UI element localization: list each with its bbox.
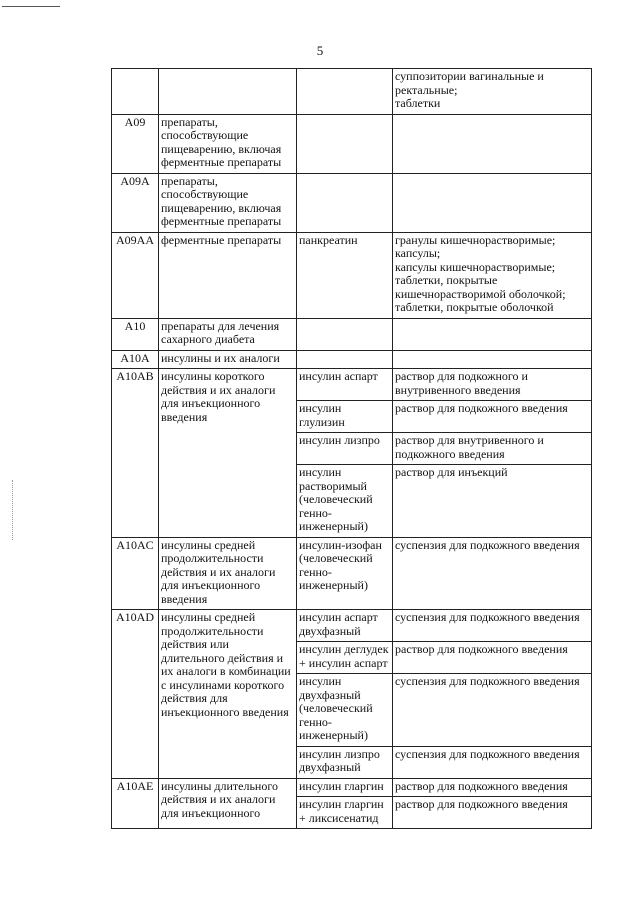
drug-name-cell: инсулин аспарт двухфазный bbox=[297, 610, 393, 642]
page-number: 5 bbox=[316, 43, 324, 58]
group-name-cell bbox=[159, 69, 297, 115]
dosage-form-cell: суспензия для подкожного введения bbox=[393, 610, 592, 642]
group-name-cell: ферментные препараты bbox=[159, 232, 297, 318]
drug-name-cell: инсулин растворимый (человеческий генно-инженерный) bbox=[297, 465, 393, 538]
table-row bbox=[112, 232, 592, 318]
group-name-cell: инсулины и их аналоги bbox=[159, 350, 297, 369]
atc-code-cell: A09 bbox=[112, 114, 159, 173]
dosage-form-cell: раствор для подкожного введения bbox=[393, 642, 592, 674]
drug-table-body bbox=[112, 69, 592, 829]
group-name-cell: инсулины длительного действия и их аналоги для инъекционного bbox=[159, 778, 297, 829]
drug-name-cell: инсулин аспарт bbox=[297, 369, 393, 401]
drug-table bbox=[111, 68, 592, 829]
table-row bbox=[112, 318, 592, 350]
drug-name-cell bbox=[297, 318, 393, 350]
dosage-form-cell: раствор для подкожного и внутривенного введения bbox=[393, 369, 592, 401]
dosage-form-cell bbox=[393, 173, 592, 232]
drug-name-cell bbox=[297, 114, 393, 173]
dosage-form-cell: суспензия для подкожного введения bbox=[393, 674, 592, 747]
top-edge-mark bbox=[2, 6, 60, 7]
margin-scan-dots bbox=[12, 480, 14, 540]
dosage-form-cell: раствор для подкожного введения bbox=[393, 797, 592, 829]
table-row bbox=[112, 537, 592, 610]
table-row bbox=[112, 69, 592, 115]
atc-code-cell: A09A bbox=[112, 173, 159, 232]
drug-name-cell: инсулин деглудек + инсулин аспарт bbox=[297, 642, 393, 674]
drug-name-cell: инсулин лизпро двухфазный bbox=[297, 746, 393, 778]
drug-name-cell bbox=[297, 69, 393, 115]
dosage-form-cell bbox=[393, 114, 592, 173]
table-row bbox=[112, 778, 592, 797]
drug-name-cell: панкреатин bbox=[297, 232, 393, 318]
dosage-form-cell: раствор для внутривенного и подкожного введения bbox=[393, 433, 592, 465]
group-name-cell: инсулины средней продолжительности действия и их аналоги для инъекционного введения bbox=[159, 537, 297, 610]
drug-name-cell: инсулин глулизин bbox=[297, 401, 393, 433]
drug-name-cell: инсулин гларгин + ликсисенатид bbox=[297, 797, 393, 829]
table-row bbox=[112, 369, 592, 401]
drug-name-cell: инсулин гларгин bbox=[297, 778, 393, 797]
dosage-form-cell: суспензия для подкожного введения bbox=[393, 537, 592, 610]
atc-code-cell: A10AB bbox=[112, 369, 159, 538]
table-row bbox=[112, 173, 592, 232]
atc-code-cell: A09AA bbox=[112, 232, 159, 318]
atc-code-cell: A10AC bbox=[112, 537, 159, 610]
atc-code-cell: A10AE bbox=[112, 778, 159, 829]
dosage-form-cell: суппозитории вагинальные и ректальные; таблетки bbox=[393, 69, 592, 115]
atc-code-cell: A10A bbox=[112, 350, 159, 369]
group-name-cell: препараты, способствующие пищеварению, включая ферментные препараты bbox=[159, 173, 297, 232]
table-row bbox=[112, 114, 592, 173]
atc-code-cell: A10AD bbox=[112, 610, 159, 779]
dosage-form-cell: раствор для подкожного введения bbox=[393, 401, 592, 433]
group-name-cell: инсулины средней продолжительности действия или длительного действия и их аналоги в комбинации с инсулинами короткого действия для инъекционного введения bbox=[159, 610, 297, 779]
dosage-form-cell: раствор для инъекций bbox=[393, 465, 592, 538]
dosage-form-cell bbox=[393, 318, 592, 350]
dosage-form-cell bbox=[393, 350, 592, 369]
drug-name-cell bbox=[297, 350, 393, 369]
atc-code-cell: A10 bbox=[112, 318, 159, 350]
dosage-form-cell: гранулы кишечнорастворимые; капсулы; капсулы кишечнорастворимые; таблетки, покрытые кишечнорастворимой оболочкой; таблетки, покрытые оболочкой bbox=[393, 232, 592, 318]
group-name-cell: инсулины короткого действия и их аналоги для инъекционного введения bbox=[159, 369, 297, 538]
group-name-cell: препараты, способствующие пищеварению, включая ферментные препараты bbox=[159, 114, 297, 173]
drug-name-cell bbox=[297, 173, 393, 232]
drug-name-cell: инсулин лизпро bbox=[297, 433, 393, 465]
dosage-form-cell: раствор для подкожного введения bbox=[393, 778, 592, 797]
drug-name-cell: инсулин двухфазный (человеческий генно-инженерный) bbox=[297, 674, 393, 747]
drug-name-cell: инсулин-изофан (человеческий генно-инженерный) bbox=[297, 537, 393, 610]
atc-code-cell bbox=[112, 69, 159, 115]
group-name-cell: препараты для лечения сахарного диабета bbox=[159, 318, 297, 350]
table-row bbox=[112, 350, 592, 369]
table-row bbox=[112, 610, 592, 642]
dosage-form-cell: суспензия для подкожного введения bbox=[393, 746, 592, 778]
